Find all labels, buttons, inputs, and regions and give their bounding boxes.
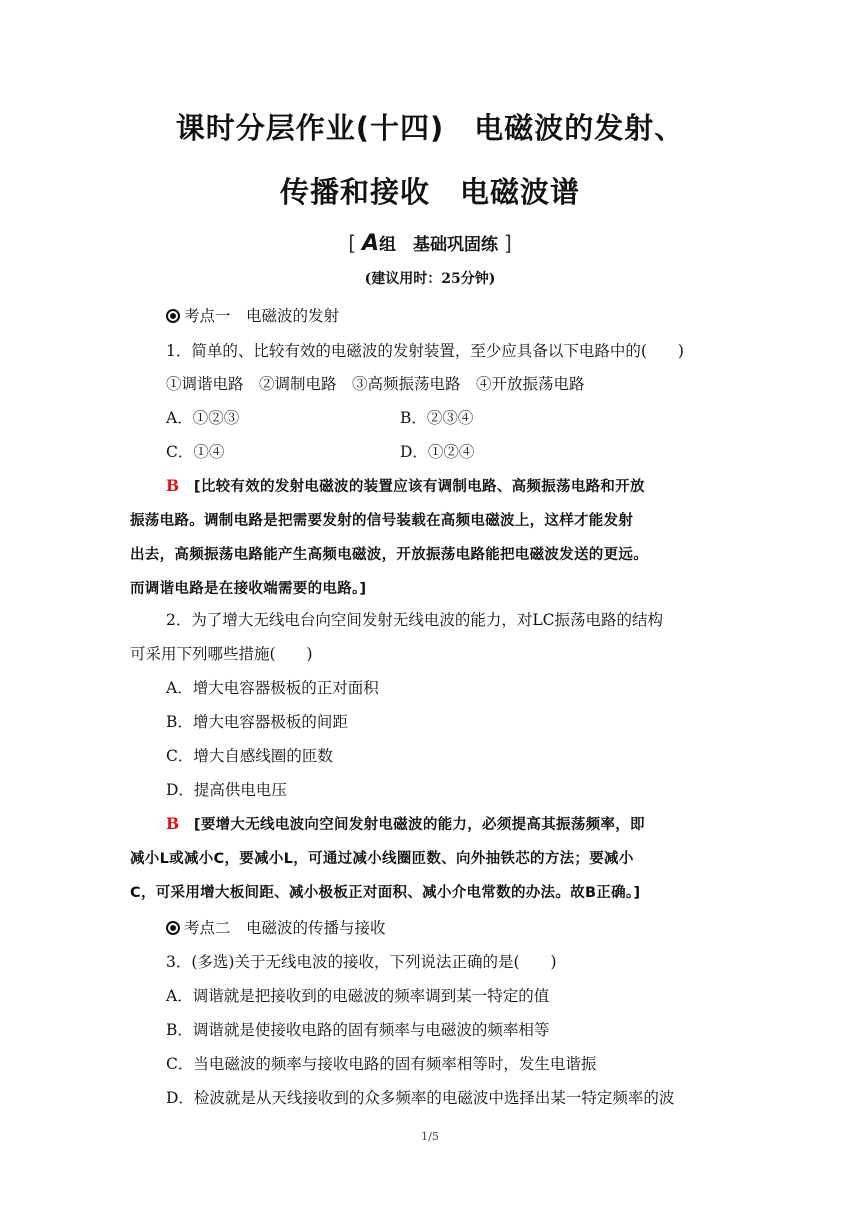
q1-explanation-line: 振荡电路。调制电路是把需要发射的信号装载在高频电磁波上，这样才能发射 [130, 513, 634, 529]
bullet-circle-icon [166, 921, 180, 935]
q1-answer: B [166, 476, 180, 495]
section-label: 考点二 电磁波的传播与接收 [184, 919, 386, 937]
q1-option-a: A．①②③ [166, 409, 240, 427]
page-title-line-1: 课时分层作业(十四) 电磁波的发射、 [175, 111, 685, 145]
suggested-time: (建议用时：25分钟) [364, 271, 496, 287]
q2-explanation-line: C，可采用增大板间距、减小极板正对面积、减小介电常数的办法。故B正确。] [130, 885, 641, 901]
q2-option-d: D．提高供电电压 [166, 781, 287, 799]
group-heading [0, 230, 860, 256]
q1-items: ①调谐电路 ②调制电路 ③高频振荡电路 ④开放振荡电路 [166, 375, 585, 393]
q2-stem: 2．为了增大无线电台向空间发射无线电波的能力，对LC振荡电路的结构 [166, 611, 664, 629]
q2-option-c: C．增大自感线圈的匝数 [166, 747, 333, 765]
q2-explanation-line [166, 814, 645, 835]
q2-explanation-text: [要增大无线电波向空间发射电磁波的能力，必须提高其振荡频率，即 [193, 817, 645, 833]
q2-answer: B [166, 814, 180, 833]
q1-stem: 1．简单的、比较有效的电磁波的发射装置，至少应具备以下电路中的( ) [166, 342, 684, 360]
q1-explanation-line [166, 476, 645, 497]
q2-option-a: A．增大电容器极板的正对面积 [166, 679, 379, 697]
q3-option-a: A．调谐就是把接收到的电磁波的频率调到某一特定的值 [166, 987, 550, 1005]
q1-option-b: B．②③④ [400, 409, 474, 427]
q3-stem: 3．(多选)关于无线电波的接收，下列说法正确的是( ) [166, 953, 557, 971]
q3-option-d: D．检波就是从天线接收到的众多频率的电磁波中选择出某一特定频率的波 [166, 1089, 675, 1107]
group-bracket-close: ] [503, 231, 512, 255]
q2-explanation-line: 减小L或减小C，要减小L，可通过减小线圈匝数、向外抽铁芯的方法；要减小 [130, 851, 634, 867]
q1-option-d: D．①②④ [400, 443, 475, 461]
group-title: 组 基础巩固练 [379, 235, 499, 255]
q2-stem: 可采用下列哪些措施( ) [130, 645, 313, 663]
page-number: 1/5 [421, 1130, 439, 1143]
group-letter: A [361, 231, 380, 256]
group-bracket-open: [ [348, 231, 357, 255]
page-title-line-2: 传播和接收 电磁波谱 [279, 175, 580, 209]
q2-option-b: B．增大电容器极板的间距 [166, 713, 348, 731]
q1-explanation-line: 而调谐电路是在接收端需要的电路。] [130, 581, 367, 597]
section-heading [166, 306, 339, 326]
section-label: 考点一 电磁波的发射 [184, 307, 340, 325]
q1-explanation-text: [比较有效的发射电磁波的装置应该有调制电路、高频振荡电路和开放 [193, 479, 645, 495]
q1-explanation-line: 出去，高频振荡电路能产生高频电磁波，开放振荡电路能把电磁波发送的更远。 [130, 547, 648, 563]
section-heading [166, 918, 386, 938]
q1-option-c: C．①④ [166, 443, 225, 461]
q3-option-c: C．当电磁波的频率与接收电路的固有频率相等时，发生电谐振 [166, 1055, 597, 1073]
bullet-circle-icon [166, 309, 180, 323]
q3-option-b: B．调谐就是使接收电路的固有频率与电磁波的频率相等 [166, 1021, 550, 1039]
